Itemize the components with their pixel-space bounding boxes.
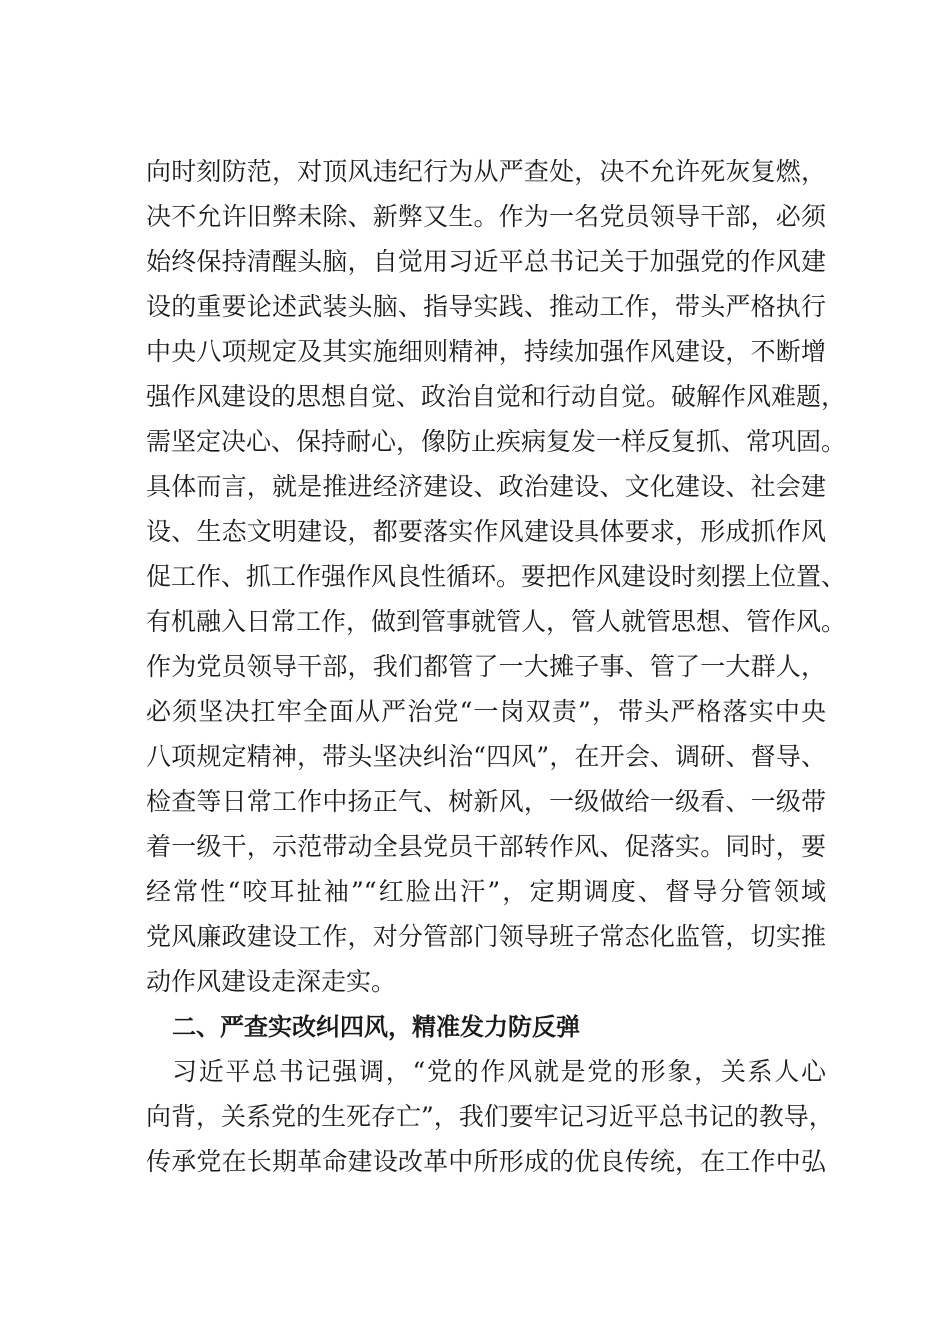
text-line: 八项规定精神，带头坚决纠治“四风”，在开会、调研、督导、 [146, 742, 826, 771]
text-line: 有机融入日常工作，做到管事就管人，管人就管思想、管作风。 [146, 607, 847, 636]
section-heading: 二、严查实改纠四风，精准发力防反弹 [172, 1013, 580, 1041]
text-line: 必须坚决扛牢全面从严治党“一岗双责”，带头严格落实中央 [146, 697, 826, 726]
text-line: 设、生态文明建设，都要落实作风建设具体要求，形成抓作风 [146, 517, 826, 546]
text-line: 作为党员领导干部，我们都管了一大摊子事、管了一大群人， [146, 652, 826, 681]
text-line: 具体而言，就是推进经济建设、政治建设、文化建设、社会建 [146, 472, 826, 501]
text-line: 中央八项规定及其实施细则精神，持续加强作风建设，不断增 [146, 337, 826, 366]
text-line: 向时刻防范，对顶风违纪行为从严查处，决不允许死灰复燃， [146, 157, 826, 186]
text-line: 检查等日常工作中扬正气、树新风，一级做给一级看、一级带 [146, 787, 826, 816]
text-line: 传承党在长期革命建设改革中所形成的优良传统，在工作中弘 [146, 1147, 826, 1176]
text-line: 动作风建设走深走实。 [146, 967, 397, 996]
text-line: 设的重要论述武装头脑、指导实践、推动工作，带头严格执行 [146, 292, 826, 321]
text-line: 强作风建设的思想自觉、政治自觉和行动自觉。破解作风难题， [146, 382, 847, 411]
text-line: 始终保持清醒头脑，自觉用习近平总书记关于加强党的作风建 [146, 247, 826, 276]
text-line: 需坚定决心、保持耐心，像防止疾病复发一样反复抓、常巩固。 [146, 427, 847, 456]
text-line: 经常性“咬耳扯袖”“红脸出汗”，定期调度、督导分管领域 [146, 877, 826, 906]
text-line: 着一级干，示范带动全县党员干部转作风、促落实。同时，要 [146, 832, 826, 861]
text-line: 习近平总书记强调，“党的作风就是党的形象，关系人心 [172, 1057, 826, 1086]
text-line: 促工作、抓工作强作风良性循环。要把作风建设时刻摆上位置、 [146, 562, 847, 591]
text-line: 决不允许旧弊未除、新弊又生。作为一名党员领导干部，必须 [146, 202, 826, 231]
text-line: 党风廉政建设工作，对分管部门领导班子常态化监管，切实推 [146, 922, 826, 951]
text-line: 向背，关系党的生死存亡”，我们要牢记习近平总书记的教导， [146, 1102, 834, 1131]
